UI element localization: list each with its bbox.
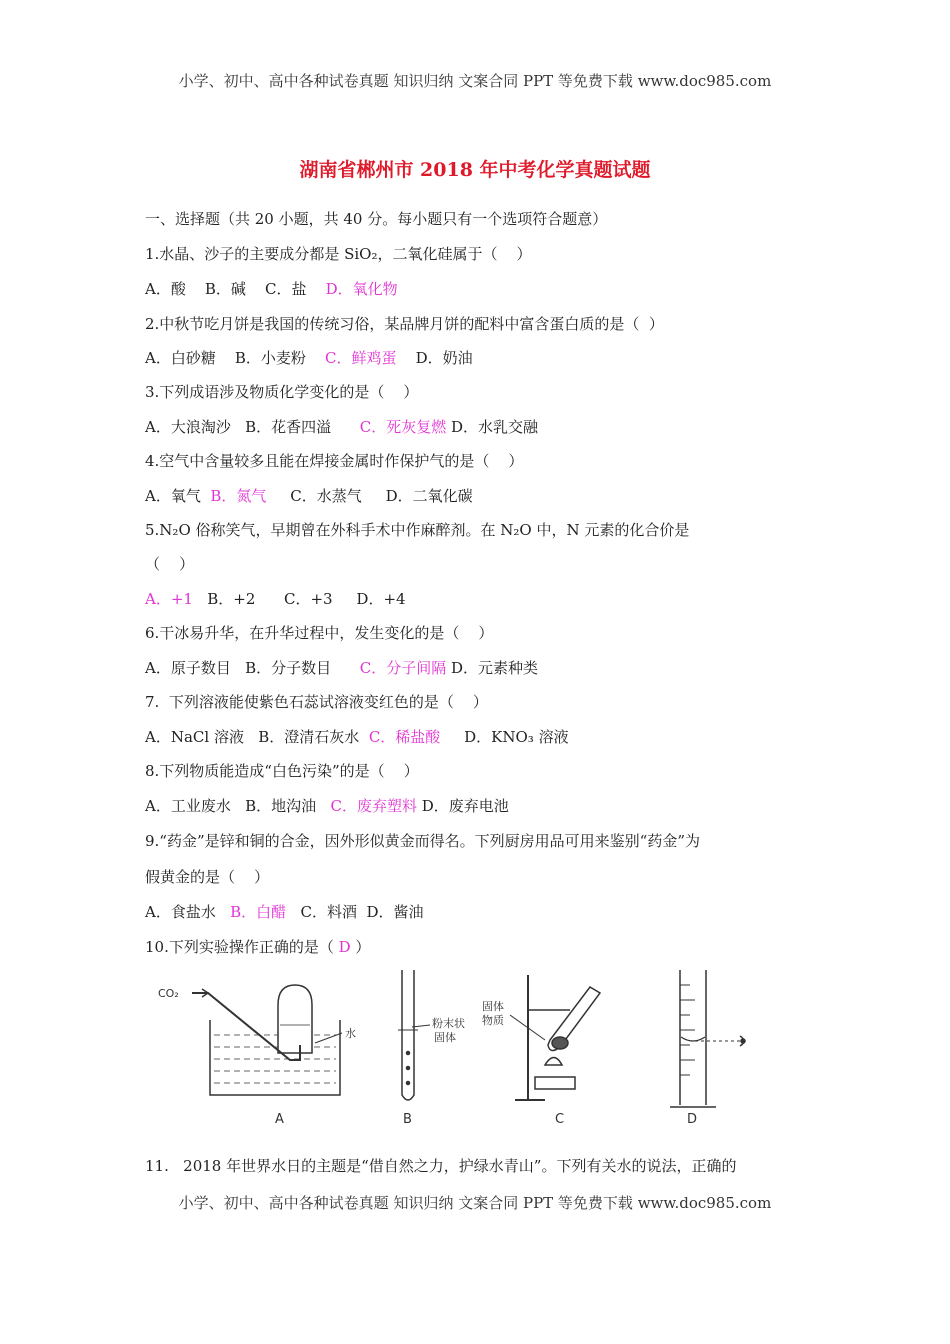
- alcohol-lamp: [535, 1077, 575, 1089]
- question-11-stem: 11. 2018 年世界水日的主题是“借自然之力，护绿水青山”。下列有关水的说法，正确的: [145, 1157, 737, 1175]
- page-header: 小学、初中、高中各种试卷真题 知识归纳 文案合同 PPT 等免费下载 www.doc985.com: [178, 72, 772, 90]
- answer-highlight: C．废弃塑料: [330, 797, 417, 815]
- section-heading: 一、选择题（共 20 小题，共 40 分。每小题只有一个选项符合题意）: [145, 210, 608, 228]
- answer-highlight: B．白醋: [230, 903, 287, 921]
- trough: [210, 1020, 340, 1095]
- label-powder-1: 粉末状: [432, 1017, 465, 1030]
- question-3-stem: 3.下列成语涉及物质化学变化的是（ ）: [145, 383, 419, 401]
- question-9-options: A．食盐水 B．白醋 C．料酒 D．酱油: [145, 903, 424, 921]
- answer-highlight: C．分子间隔: [359, 659, 447, 677]
- label-water: 水: [345, 1027, 356, 1040]
- answer-highlight: B．氮气: [210, 487, 267, 505]
- label-d: D: [687, 1112, 698, 1125]
- question-4-stem: 4.空气中含量较多且能在焊接金属时作保护气的是（ ）: [145, 452, 524, 470]
- question-6-options: A．原子数目 B．分子数目 C．分子间隔 D．元素种类: [145, 659, 539, 677]
- label-co2: CO₂: [158, 987, 179, 1000]
- label-c: C: [555, 1112, 565, 1125]
- experiment-figure: [150, 965, 770, 1125]
- inverted-bottle: [278, 985, 312, 1053]
- answer-highlight: C．死灰复燃: [359, 418, 447, 436]
- page-title: 湖南省郴州市 2018 年中考化学真题试题: [299, 159, 651, 181]
- question-1-stem: 1.水晶、沙子的主要成分都是 SiO₂，二氧化硅属于（ ）: [145, 245, 532, 263]
- page-footer: 小学、初中、高中各种试卷真题 知识归纳 文案合同 PPT 等免费下载 www.doc985.com: [178, 1194, 772, 1212]
- question-7-options: A．NaCl 溶液 B．澄清石灰水 C．稀盐酸 D．KNO₃ 溶液: [145, 728, 569, 746]
- question-2-stem: 2.中秋节吃月饼是我国的传统习俗，某品牌月饼的配料中富含蛋白质的是（ ）: [145, 315, 664, 333]
- question-9-stem-cont: 假黄金的是（ ）: [145, 868, 270, 886]
- answer-highlight: D．氧化物: [325, 280, 398, 298]
- label-a: A: [275, 1112, 284, 1125]
- solid-sample: [552, 1037, 568, 1049]
- graduated-cylinder: [670, 970, 716, 1107]
- label-solid-2: 物质: [482, 1014, 504, 1027]
- question-3-options: A．大浪淘沙 B．花香四溢 C．死灰复燃 D．水乳交融: [145, 418, 539, 436]
- question-8-options: A．工业废水 B．地沟油 C．废弃塑料 D．废弃电池: [145, 797, 509, 815]
- question-1-options: A．酸 B．碱 C．盐 D．氧化物: [145, 280, 398, 298]
- meniscus: [681, 1037, 705, 1041]
- question-5-options: A．+1 B．+2 C．+3 D．+4: [145, 590, 406, 608]
- test-tube: [402, 970, 414, 1100]
- question-8-stem: 8.下列物质能造成“白色污染”的是（ ）: [145, 762, 419, 780]
- question-9-stem: 9.“药金”是锌和铜的合金，因外形似黄金而得名。下列厨房用品可用来鉴别“药金”为: [145, 832, 700, 850]
- answer-highlight: C．稀盐酸: [368, 728, 441, 746]
- question-5-stem: 5.N₂O 俗称笑气，早期曾在外科手术中作麻醉剂。在 N₂O 中，N 元素的化合价是: [145, 521, 690, 539]
- question-5-paren: （ ）: [145, 555, 195, 573]
- water-pointer: [315, 1033, 342, 1043]
- answer-highlight: C．鲜鸡蛋: [325, 349, 397, 367]
- label-solid-1: 固体: [482, 1000, 504, 1013]
- answer-highlight: A．+1: [145, 590, 193, 608]
- flame: [545, 1058, 562, 1066]
- question-6-stem: 6.干冰易升华，在升华过程中，发生变化的是（ ）: [145, 624, 494, 642]
- answer-highlight: D: [338, 938, 351, 956]
- iron-stand: [515, 975, 545, 1100]
- question-4-options: A．氧气 B．氮气 C．水蒸气 D．二氧化碳: [145, 487, 473, 505]
- label-b: B: [403, 1112, 412, 1125]
- question-2-options: A．白砂糖 B．小麦粉 C．鲜鸡蛋 D．奶油: [145, 349, 473, 367]
- cylinder-ticks: [680, 985, 695, 1075]
- question-10-stem: 10.下列实验操作正确的是（ D ）: [145, 938, 371, 956]
- label-powder-2: 固体: [434, 1031, 456, 1044]
- question-7-stem: 7. 下列溶液能使紫色石蕊试溶液变红色的是（ ）: [145, 693, 488, 711]
